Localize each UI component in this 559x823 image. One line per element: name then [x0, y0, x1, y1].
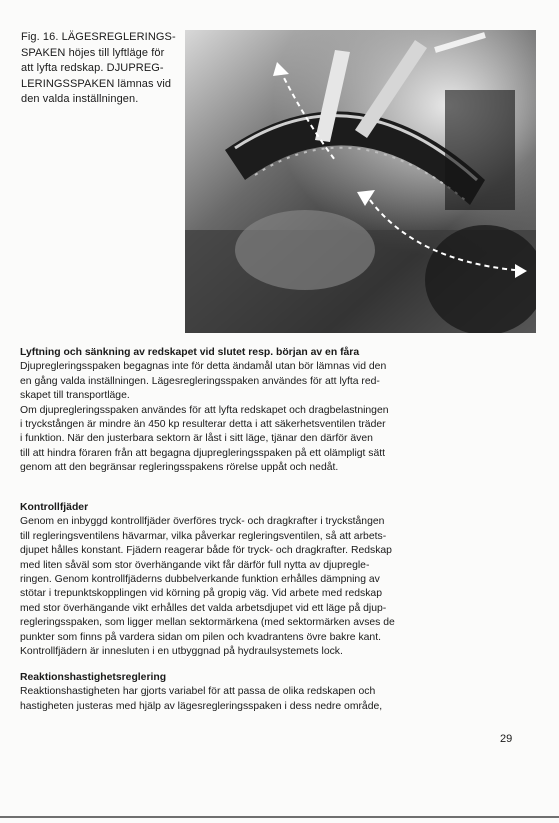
- text-line: regleringsspaken, som ligger mellan sektormärkena (med sektormärken avses de: [20, 617, 395, 629]
- text-line: till att hindra föraren från att begagna djupregleringsspaken på ett olämpligt sätt: [20, 447, 386, 459]
- section-control-spring: [20, 501, 539, 659]
- figure-caption: [21, 30, 191, 108]
- caption-line: SPAKEN höjes till lyftläge för: [21, 46, 165, 59]
- text-line: en gång valda inställningen. Lägesregleringsspaken användes för att lyfta red-: [20, 375, 380, 387]
- text-line: med liten såväl som stor överhängande vikt får därför full nytta av djupregle-: [20, 559, 370, 571]
- text-line: Reaktionshastigheten har gjorts variabel för att passa de olika redskapen och: [20, 686, 376, 698]
- paragraph: [20, 360, 539, 403]
- section-heading: Reaktionshastighetsreglering: [20, 672, 167, 683]
- text-line: Genom en inbyggd kontrollfjäder överföres tryck- och dragkrafter i tryckstången: [20, 516, 385, 528]
- text-line: djupet hålles konstant. Fjädern reagerar både för tryck- och dragkrafter. Redskap: [20, 545, 392, 557]
- section-heading: Lyftning och sänkning av redskapet vid slutet resp. början av en fåra: [20, 347, 360, 358]
- figure-photo: [185, 30, 536, 333]
- section-lifting: [20, 346, 539, 476]
- paragraph: [20, 404, 539, 476]
- text-line: Om djupregleringsspaken användes för att lyfta redskapet och dragbelastningen: [20, 404, 389, 416]
- paragraph: [20, 515, 539, 645]
- caption-line: den valda inställningen.: [21, 93, 139, 105]
- text-line: genom att den begränsar regleringsspakens rörelse uppåt och nedåt.: [20, 462, 339, 474]
- text-line: punkter som finns på vardera sidan om pilen och kvadrantens övre bakre kant.: [20, 631, 381, 643]
- caption-line: Fig. 16. LÄGESREGLERINGS-: [21, 31, 176, 43]
- text-line: ringen. Genom kontrollfjäderns dubbelverkande funktion erhålles dämpning av: [20, 574, 380, 586]
- text-line: hastigheten justeras med hjälp av lägesregleringsspaken i dess nedre område,: [20, 700, 383, 712]
- text-line: skapet till transportläge.: [20, 390, 130, 402]
- caption-line: att lyfta redskap. DJUPREG-: [21, 62, 164, 74]
- text-line: i funktion. När den justerbara sektorn är låst i sitt läge, tjänar den därför även: [20, 433, 373, 445]
- section-reaction-speed: [20, 671, 539, 714]
- page-number: 29: [500, 733, 513, 745]
- bottom-rule: [0, 816, 559, 818]
- text-line: Djupregleringsspaken begagnas inte för detta ändamål utan bör lämnas vid den: [20, 361, 387, 373]
- text-line: med stor överhängande vikt erhålles det valda arbetsdjupet vid ett läge på djup-: [20, 602, 387, 614]
- text-line: stötar i trepunktskopplingen vid körning på gropig väg. Vid arbete med redskap: [20, 588, 382, 600]
- paragraph: [20, 645, 539, 659]
- tractor-hydraulics-photo: [185, 30, 536, 333]
- text-line: till regleringsventilens hävarmar, vilka påverkar regleringsventilen, så att arbets-: [20, 530, 387, 542]
- caption-line: LERINGSSPAKEN lämnas vid: [21, 77, 172, 90]
- section-heading: Kontrollfjäder: [20, 502, 89, 513]
- paragraph: [20, 685, 539, 714]
- text-line: i tryckstången är mindre än 450 kp resulterar detta i att säkerhetsventilen träder: [20, 419, 386, 431]
- text-line: Kontrollfjädern är innesluten i en utbyggnad på hydraulsystemets lock.: [20, 646, 343, 658]
